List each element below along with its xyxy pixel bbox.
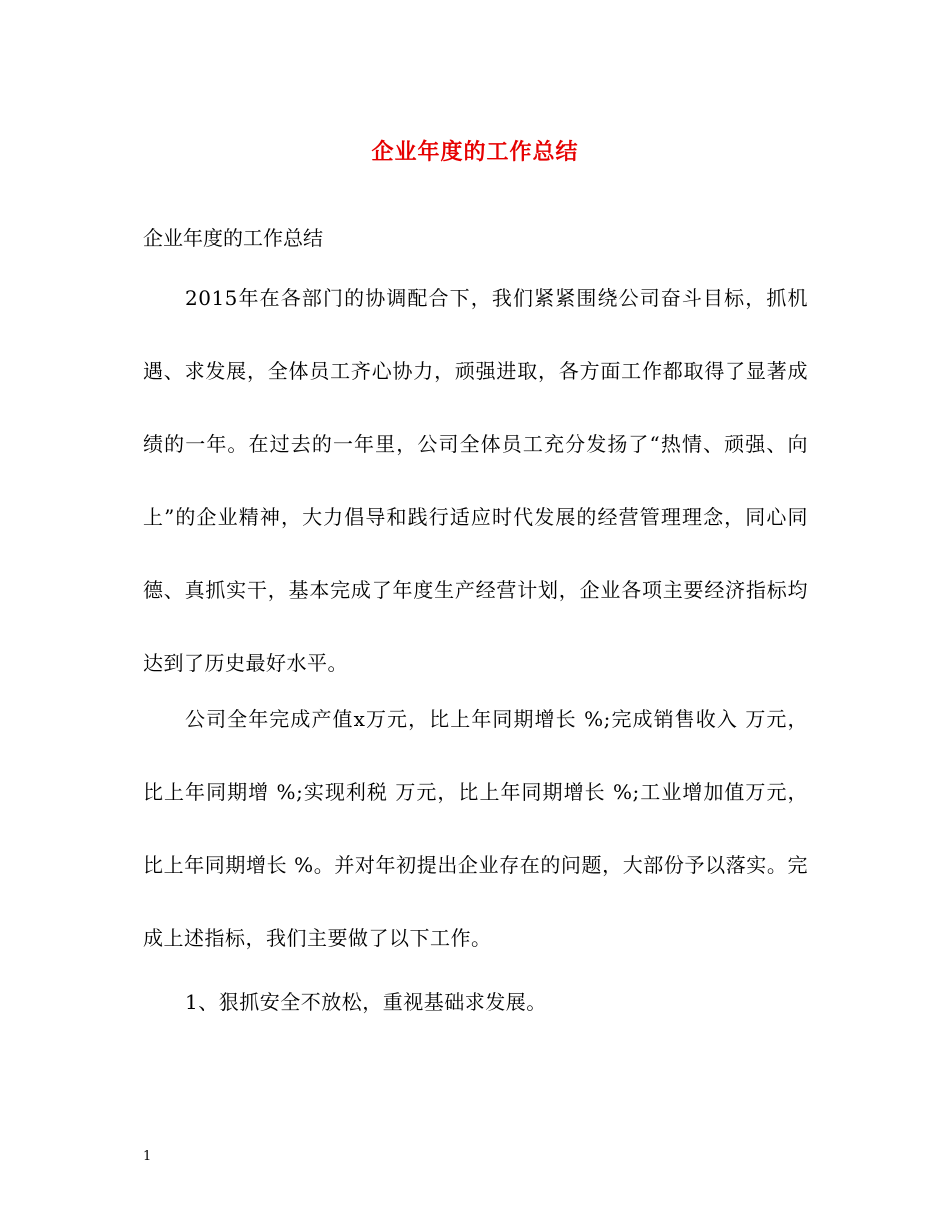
page-number: 1 [143, 1149, 152, 1164]
document-subtitle: 企业年度的工作总结 [143, 226, 323, 250]
document-title: 企业年度的工作总结 [371, 139, 579, 165]
paragraph-figures: 公司全年完成产值x万元，比上年同期增长 %;完成销售收入 万元，比上年同期增 %;实现利税 万元，比上年同期增长 %;工业增加值万元，比上年同期增长 %。并对年初提出企业存在的问题，大部份予以落实。完成上述指标，我们主要做了以下工作。 [143, 707, 808, 950]
paragraph-intro: 2015年在各部门的协调配合下，我们紧紧围绕公司奋斗目标，抓机遇、求发展，全体员工齐心协力，顽强进取，各方面工作都取得了显著成绩的一年。在过去的一年里，公司全体员工充分发扬了“热情、顽强、向上”的企业精神，大力倡导和践行适应时代发展的经营管理理念，同心同德、真抓实干，基本完成了年度生产经营计划，企业各项主要经济指标均达到了历史最好水平。 [143, 286, 808, 675]
section-heading-safety: 1、狠抓安全不放松，重视基础求发展。 [185, 990, 547, 1014]
